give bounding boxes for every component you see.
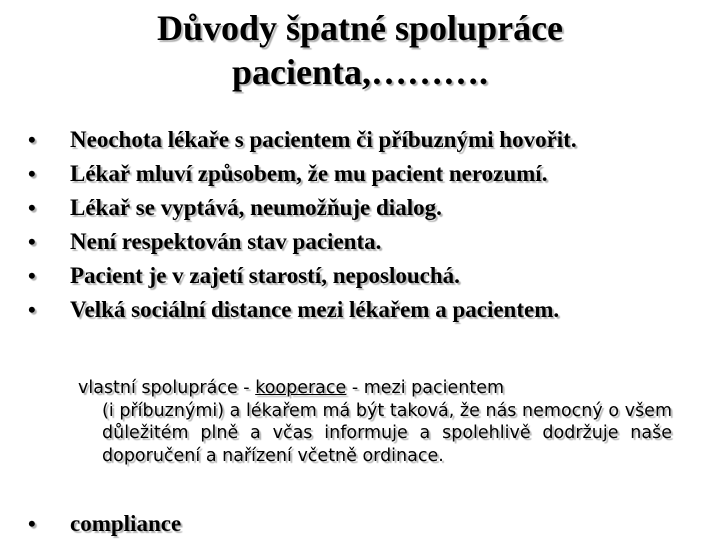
compliance-text: compliance <box>70 511 182 536</box>
compliance-item <box>28 510 181 538</box>
bullet-icon: • <box>28 297 36 322</box>
cooperation-note <box>78 377 672 467</box>
note-body: (i příbuznými) a lékařem má být taková, že nás nemocný o všem důležitém plně a včas informuje a spolehlivě dodržuje naše doporučení a nařízení včetně ordinace. <box>102 400 672 466</box>
slide-title <box>0 6 720 94</box>
list-item-text: Neochota lékaře s pacientem či příbuznými hovořit. <box>70 127 577 152</box>
bullet-icon: • <box>28 511 36 536</box>
list-item <box>28 160 672 188</box>
title-line-2: pacienta,………. <box>232 52 488 92</box>
list-item-text: Velká sociální distance mezi lékařem a pacientem. <box>70 297 560 322</box>
list-item <box>28 296 672 324</box>
bullet-icon: • <box>28 229 36 254</box>
title-line-1: Důvody špatné spolupráce <box>156 8 564 48</box>
bullet-icon: • <box>28 161 36 186</box>
list-item <box>28 126 672 154</box>
note-first-line <box>78 378 504 398</box>
note-keyword: kooperace <box>255 378 347 398</box>
note-prefix: vlastní spolupráce - <box>78 378 256 398</box>
list-item-text: Lékař mluví způsobem, že mu pacient nerozumí. <box>70 161 548 186</box>
bullet-icon: • <box>28 263 36 288</box>
list-item <box>28 262 672 290</box>
list-item <box>28 194 672 222</box>
note-suffix: - mezi pacientem <box>346 378 505 398</box>
list-item-text: Není respektován stav pacienta. <box>70 229 382 254</box>
list-item-text: Lékař se vyptává, neumožňuje dialog. <box>70 195 442 220</box>
bullet-icon: • <box>28 195 36 220</box>
list-item-text: Pacient je v zajetí starostí, neposlouchá. <box>70 263 460 288</box>
bullet-icon: • <box>28 127 36 152</box>
list-item <box>28 228 672 256</box>
reasons-list <box>28 126 672 330</box>
